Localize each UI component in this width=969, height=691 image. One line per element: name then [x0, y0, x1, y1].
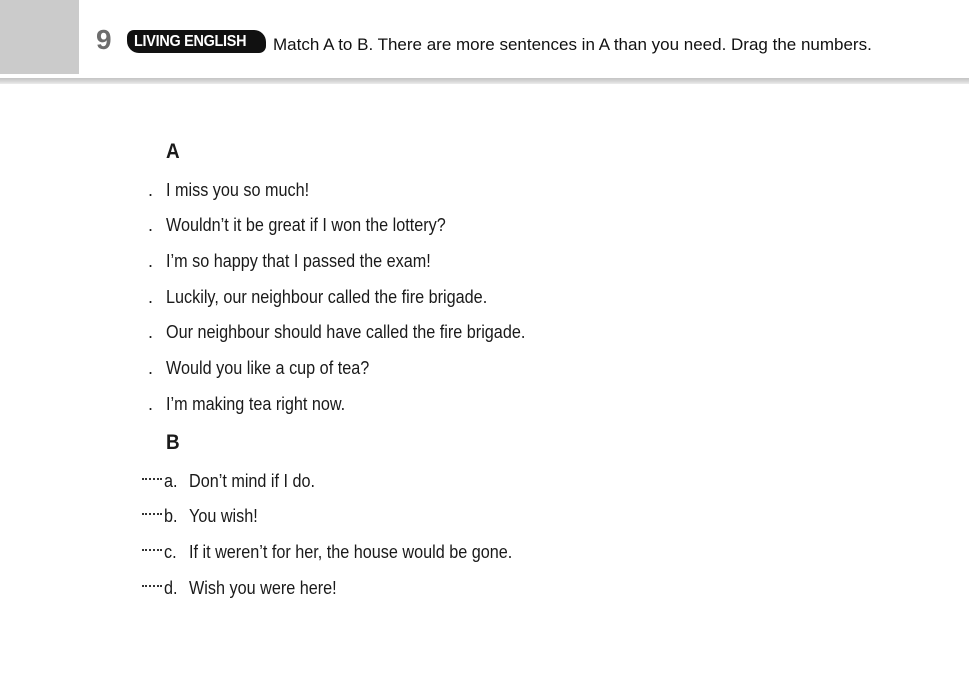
drag-number-slot: .	[148, 394, 154, 414]
drag-number-slot: .	[148, 358, 154, 378]
answer-drop-target[interactable]	[142, 585, 162, 587]
sentence-text: I’m so happy that I passed the exam!	[166, 251, 431, 271]
drag-number-slot: .	[148, 322, 154, 342]
section-a-heading: A	[166, 140, 180, 163]
response-text: Wish you were here!	[189, 578, 337, 598]
sentence-text: Wouldn’t it be great if I won the lottery?	[166, 215, 446, 235]
item-letter: d.	[164, 578, 178, 598]
response-text: Don’t mind if I do.	[189, 471, 316, 491]
answer-drop-target[interactable]	[142, 513, 162, 515]
sentence-text: Luckily, our neighbour called the fire brigade.	[166, 287, 488, 307]
section-b-heading: B	[166, 431, 180, 454]
drag-number-slot: .	[148, 287, 154, 307]
response-text: You wish!	[189, 506, 258, 526]
response-text: If it weren’t for her, the house would be gone.	[189, 542, 513, 562]
item-letter: c.	[164, 542, 177, 562]
drag-number-slot: .	[148, 180, 154, 200]
sentence-text: Our neighbour should have called the fire brigade.	[166, 322, 526, 342]
exercise-number: 9	[96, 24, 112, 55]
drag-number-slot: .	[148, 251, 154, 271]
sentence-text: I miss you so much!	[166, 180, 310, 200]
item-letter: b.	[164, 506, 178, 526]
answer-drop-target[interactable]	[142, 549, 162, 551]
sentence-text: Would you like a cup of tea?	[166, 358, 370, 378]
drag-number-slot: .	[148, 215, 154, 235]
sentence-text: I’m making tea right now.	[166, 394, 346, 414]
answer-drop-target[interactable]	[142, 478, 162, 480]
badge-label: LIVING ENGLISH	[134, 33, 247, 50]
exercise-instruction: Match A to B. There are more sentences in A than you need. Drag the numbers.	[273, 35, 872, 54]
item-letter: a.	[164, 471, 178, 491]
